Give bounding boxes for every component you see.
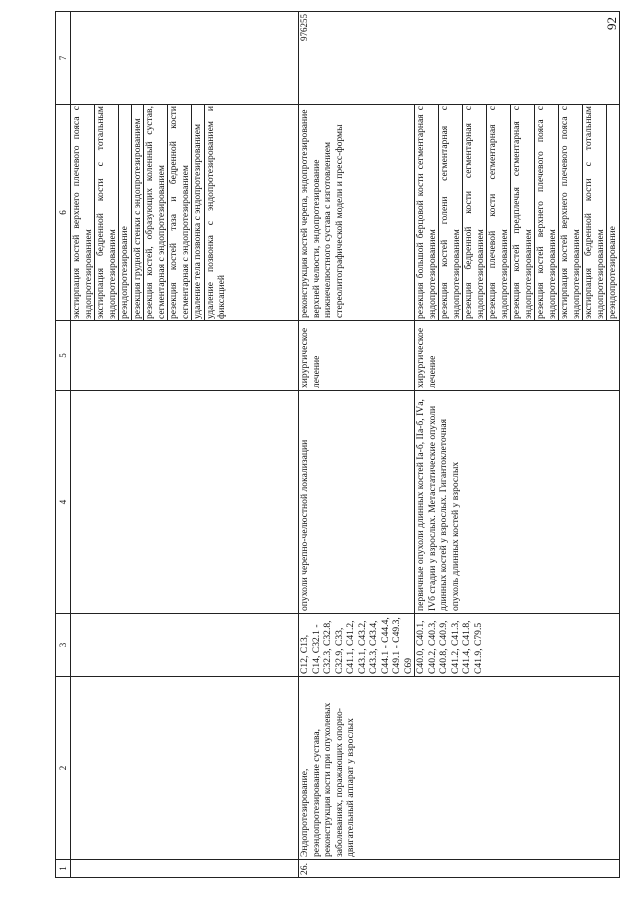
treatment-method: экстирпация бедренной кости с тотальным эндопротезированием — [583, 106, 606, 319]
treatment-method: реконструкция костей черепа, эндопротезирование верхней челюсти, эндопротезирование нижнечелюстного сустава с изготовлением стереолитографической модели и пресс-формы — [299, 105, 415, 321]
treatment-method: экстирпация костей верхнего плечевого пояса с эндопротезированием — [71, 106, 94, 319]
column-number: 3 — [56, 614, 71, 677]
treatment-method: удаление тела позвонка с эндопротезированием — [192, 105, 205, 320]
mkb-codes: C12, C13, C14, C32.1 - C32.3, C32.8, C32.9, C33, C41.1, C41.2, C43.1, C43.2, C43.3, C43.4, C44.1 - C44.4, C49.1 - C49.3, C69 — [299, 614, 415, 677]
mkb-codes: C40.0, C40.1, C40.2, C40.3, C40.8, C40.9, C41.2, C41.3, C41.4, C41.8, C41.9, C79.5 — [415, 614, 620, 677]
care-type-name: Эндопротезирование, реэндопротезирование сустава, реконструкция кости при опухолевых заболеваниях, поражающих опорно-двигательный аппарат у взрослых — [299, 677, 620, 860]
empty-cell — [71, 677, 299, 860]
patient-model: опухоли черепно-челюстной локализации — [299, 391, 415, 614]
treatment-method: резекция грудной стенки с эндопротезированием — [132, 105, 145, 320]
treatment-method: реэндопротезирование — [119, 105, 132, 320]
column-number: 6 — [56, 105, 71, 321]
empty-cell — [71, 391, 299, 614]
treatment-methods-cell — [71, 105, 299, 321]
treatment-method: резекция костей, образующих коленный сустав, сегментарная с эндопротезированием — [144, 106, 167, 319]
empty-cell — [71, 12, 299, 105]
row-26-part-1 — [299, 12, 415, 878]
column-number: 4 — [56, 391, 71, 614]
treatment-method: резекция костей верхнего плечевого пояса с эндопротезированием — [535, 106, 558, 319]
treatment-methods-cell — [415, 105, 620, 321]
treatment-type: хирургическое лечение — [415, 321, 620, 391]
patient-model: первичные опухоли длинных костей Iа-б, IIа-б, IVа, IVб стадии у взрослых. Метастатические опухоли длинных костей у взрослых. Гигантоклеточная опухоль длинных костей у взрослых — [415, 391, 620, 614]
medical-care-table — [55, 11, 620, 878]
treatment-method: экстирпация бедренной кости с тотальным эндопротезированием — [95, 106, 118, 319]
column-number: 7 — [56, 12, 71, 105]
treatment-method: резекция плечевой кости сегментарная с эндопротезированием — [487, 106, 510, 319]
treatment-method: резекция костей таза и бедренной кости сегментарная с эндопротезированием — [168, 106, 191, 319]
column-number: 1 — [56, 860, 71, 878]
page-number: 92 — [604, 17, 619, 30]
column-number: 2 — [56, 677, 71, 860]
row-number: 26. — [299, 860, 620, 878]
treatment-method: реэндопротезирование — [607, 226, 618, 319]
empty-cell — [71, 614, 299, 677]
empty-cell — [71, 321, 299, 391]
continuation-row — [71, 12, 299, 878]
column-number-row — [56, 12, 71, 878]
treatment-method: резекция костей предплечья сегментарная с эндопротезированием — [511, 106, 534, 319]
treatment-method: резекция бедренной кости сегментарная с эндопротезированием — [463, 106, 486, 319]
treatment-method: резекция костей голени сегментарная с эндопротезированием — [439, 106, 462, 319]
treatment-method: экстирпация костей верхнего плечевого пояса с эндопротезированием — [559, 106, 582, 319]
treatment-method: удаление позвонка с эндопротезированием и фиксацией — [204, 106, 227, 319]
cost-code: 976255 — [299, 12, 620, 105]
treatment-type: хирургическое лечение — [299, 321, 415, 391]
empty-cell — [71, 860, 299, 878]
column-number: 5 — [56, 321, 71, 391]
treatment-method: резекция большой берцовой кости сегментарная с эндопротезированием — [415, 106, 438, 319]
